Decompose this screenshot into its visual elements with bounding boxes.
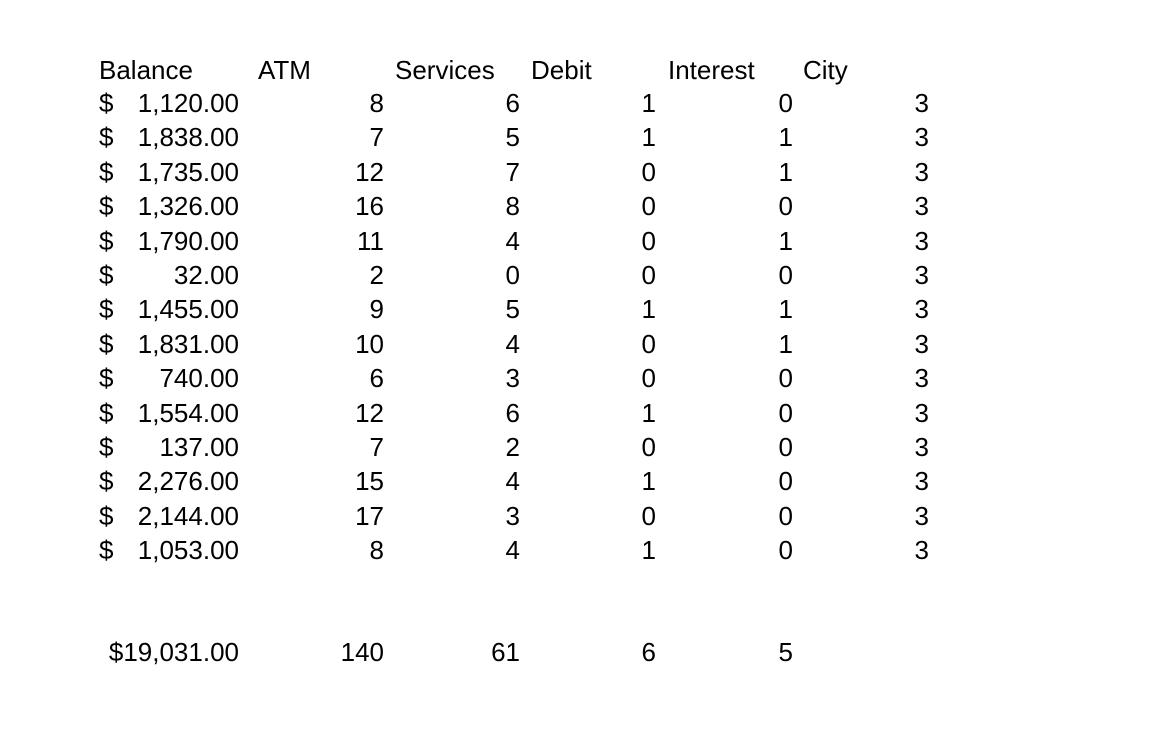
atm-cell: 6 xyxy=(369,363,384,393)
services-cell: 5 xyxy=(505,122,520,152)
atm-cell: 8 xyxy=(369,535,384,565)
currency-symbol: $ xyxy=(99,191,114,221)
interest-cell: 1 xyxy=(778,294,793,324)
city-cell: 3 xyxy=(914,501,929,531)
header-balance: Balance xyxy=(99,55,193,85)
debit-cell: 0 xyxy=(641,329,656,359)
header-interest: Interest xyxy=(668,55,755,85)
currency-symbol: $ xyxy=(99,432,114,462)
total-services: 61 xyxy=(491,637,520,667)
debit-cell: 1 xyxy=(641,88,656,118)
atm-cell: 17 xyxy=(355,501,384,531)
debit-cell: 0 xyxy=(641,226,656,256)
atm-cell: 9 xyxy=(369,294,384,324)
currency-symbol: $ xyxy=(99,294,114,324)
balance-cell: 1,831.00 xyxy=(137,329,239,359)
city-cell: 3 xyxy=(914,294,929,324)
services-cell: 4 xyxy=(505,226,520,256)
interest-cell: 1 xyxy=(778,226,793,256)
total-balance: $19,031.00 xyxy=(108,637,239,667)
city-cell: 3 xyxy=(914,398,929,428)
city-cell: 3 xyxy=(914,363,929,393)
atm-cell: 11 xyxy=(357,226,384,256)
atm-cell: 12 xyxy=(355,157,384,187)
atm-cell: 12 xyxy=(355,398,384,428)
services-cell: 4 xyxy=(505,466,520,496)
interest-cell: 0 xyxy=(778,398,793,428)
header-city: City xyxy=(803,55,848,85)
balance-cell: 740.00 xyxy=(159,363,239,393)
currency-symbol: $ xyxy=(99,466,114,496)
interest-cell: 0 xyxy=(778,535,793,565)
header-atm: ATM xyxy=(258,55,311,85)
services-cell: 5 xyxy=(505,294,520,324)
city-cell: 3 xyxy=(914,191,929,221)
debit-cell: 0 xyxy=(641,191,656,221)
services-cell: 3 xyxy=(505,363,520,393)
balance-cell: 1,790.00 xyxy=(137,226,239,256)
services-cell: 6 xyxy=(505,398,520,428)
debit-cell: 0 xyxy=(641,363,656,393)
services-cell: 6 xyxy=(505,88,520,118)
interest-cell: 0 xyxy=(778,501,793,531)
atm-cell: 7 xyxy=(369,432,384,462)
interest-cell: 0 xyxy=(778,260,793,290)
interest-cell: 0 xyxy=(778,88,793,118)
city-cell: 3 xyxy=(914,226,929,256)
services-cell: 7 xyxy=(505,157,520,187)
balance-cell: 1,120.00 xyxy=(137,88,239,118)
balance-cell: 2,144.00 xyxy=(137,501,239,531)
atm-cell: 15 xyxy=(355,466,384,496)
currency-symbol: $ xyxy=(99,226,114,256)
currency-symbol: $ xyxy=(99,88,114,118)
atm-cell: 2 xyxy=(369,260,384,290)
debit-cell: 1 xyxy=(641,122,656,152)
services-cell: 8 xyxy=(505,191,520,221)
atm-cell: 10 xyxy=(355,329,384,359)
balance-cell: 1,053.00 xyxy=(137,535,239,565)
city-cell: 3 xyxy=(914,260,929,290)
balance-cell: 2,276.00 xyxy=(137,466,239,496)
currency-symbol: $ xyxy=(99,329,114,359)
currency-symbol: $ xyxy=(99,363,114,393)
city-cell: 3 xyxy=(914,88,929,118)
balance-cell: 1,326.00 xyxy=(137,191,239,221)
interest-cell: 0 xyxy=(778,432,793,462)
services-cell: 0 xyxy=(505,260,520,290)
services-cell: 3 xyxy=(505,501,520,531)
debit-cell: 0 xyxy=(641,157,656,187)
debit-cell: 0 xyxy=(641,432,656,462)
header-services: Services xyxy=(395,55,495,85)
city-cell: 3 xyxy=(914,157,929,187)
balance-cell: 1,554.00 xyxy=(137,398,239,428)
interest-cell: 1 xyxy=(778,122,793,152)
debit-cell: 0 xyxy=(641,501,656,531)
interest-cell: 0 xyxy=(778,466,793,496)
currency-symbol: $ xyxy=(99,260,114,290)
currency-symbol: $ xyxy=(99,122,114,152)
city-cell: 3 xyxy=(914,432,929,462)
debit-cell: 1 xyxy=(641,294,656,324)
balance-cell: 137.00 xyxy=(159,432,239,462)
debit-cell: 1 xyxy=(641,535,656,565)
total-interest: 5 xyxy=(778,637,793,667)
balance-cell: 1,838.00 xyxy=(137,122,239,152)
interest-cell: 1 xyxy=(778,157,793,187)
interest-cell: 0 xyxy=(778,191,793,221)
interest-cell: 0 xyxy=(778,363,793,393)
header-debit: Debit xyxy=(531,55,592,85)
services-cell: 4 xyxy=(505,535,520,565)
services-cell: 2 xyxy=(505,432,520,462)
city-cell: 3 xyxy=(914,535,929,565)
balance-cell: 1,455.00 xyxy=(137,294,239,324)
debit-cell: 1 xyxy=(641,466,656,496)
city-cell: 3 xyxy=(914,122,929,152)
interest-cell: 1 xyxy=(778,329,793,359)
currency-symbol: $ xyxy=(99,501,114,531)
balance-cell: 1,735.00 xyxy=(137,157,239,187)
debit-cell: 1 xyxy=(641,398,656,428)
city-cell: 3 xyxy=(914,329,929,359)
currency-symbol: $ xyxy=(99,398,114,428)
currency-symbol: $ xyxy=(99,535,114,565)
atm-cell: 8 xyxy=(369,88,384,118)
total-atm: 140 xyxy=(340,637,384,667)
atm-cell: 7 xyxy=(369,122,384,152)
debit-cell: 0 xyxy=(641,260,656,290)
atm-cell: 16 xyxy=(355,191,384,221)
city-cell: 3 xyxy=(914,466,929,496)
balance-cell: 32.00 xyxy=(173,260,239,290)
currency-symbol: $ xyxy=(99,157,114,187)
total-debit: 6 xyxy=(641,637,656,667)
services-cell: 4 xyxy=(505,329,520,359)
